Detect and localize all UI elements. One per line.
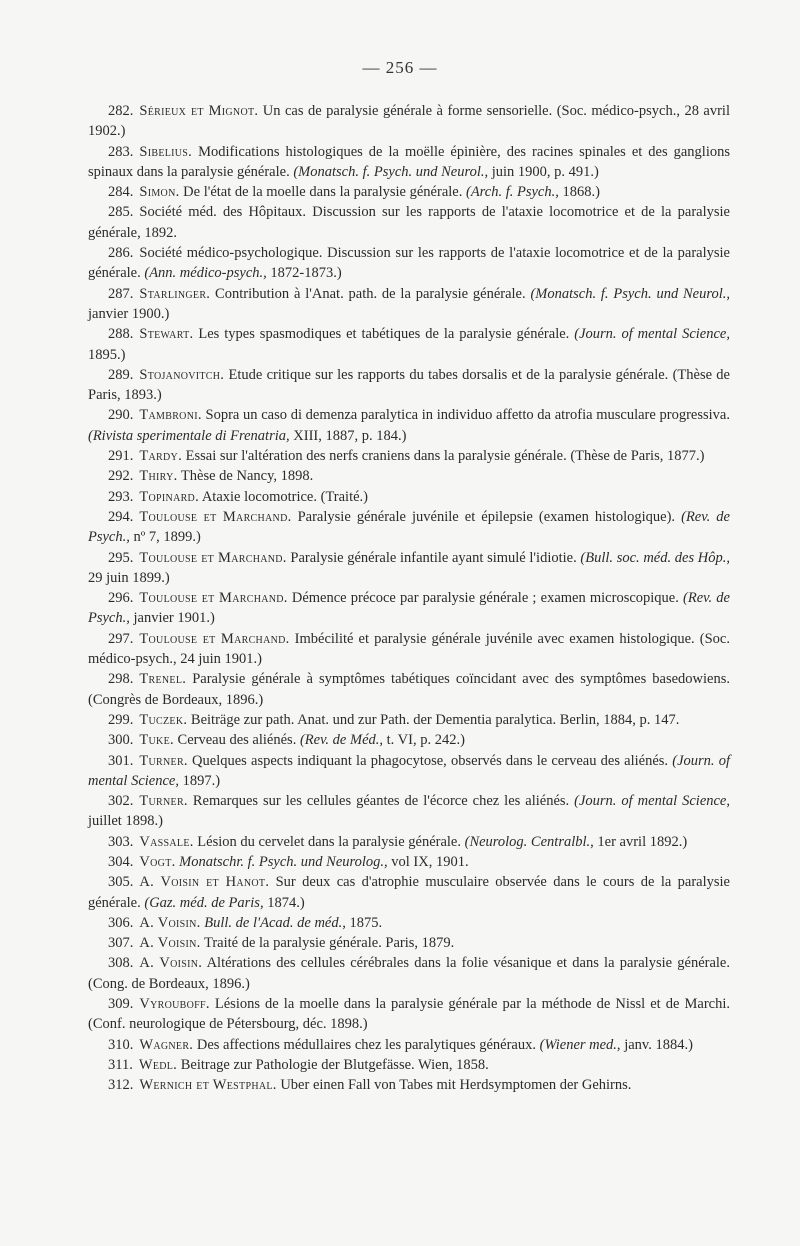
entry-author: Trenel.	[139, 671, 187, 688]
entry-rest: juillet 1898.)	[88, 813, 163, 830]
entry-number: 309.	[108, 996, 134, 1013]
bibliography-entry	[88, 629, 730, 670]
bibliography-entry	[88, 487, 730, 507]
entry-text: Les types spasmodiques et tabétiques de la paralysie générale.	[193, 326, 575, 343]
entry-source: (Wiener med.,	[539, 1036, 621, 1053]
bibliography-entry	[88, 405, 730, 446]
entry-source: (Journ. of mental Science,	[88, 752, 730, 789]
entry-number: 285.	[108, 204, 134, 221]
entry-text: Traité de la paralysie générale. Paris, 1879.	[200, 935, 455, 952]
bibliography-entry	[88, 751, 730, 792]
entry-author: Tambroni.	[139, 407, 202, 424]
entry-author: Stewart.	[139, 326, 194, 343]
entry-text: Sopra un caso di demenza paralytica in individuo affetto da atrofia musculare progressiva.	[201, 407, 730, 424]
bibliography-entry	[88, 1075, 730, 1095]
entry-number: 291.	[108, 448, 134, 465]
bibliography-entry	[88, 243, 730, 284]
entry-author: Topinard.	[139, 488, 200, 505]
entry-number: 297.	[108, 630, 134, 647]
entry-source: Bull. de l'Acad. de méd.,	[204, 914, 346, 931]
entry-rest: 1868.)	[558, 184, 600, 201]
entry-number: 308.	[108, 955, 134, 972]
entry-text: Sur deux cas d'atrophie musculaire observée dans le cours de la paralysie générale.	[88, 874, 730, 911]
entry-number: 296.	[108, 590, 134, 607]
entry-text: Paralysie générale juvénile et épilepsie (examen histologique).	[291, 508, 682, 525]
entry-text: Ataxie locomotrice. (Traité.)	[199, 488, 369, 505]
entry-author: Sérieux et Mignot.	[139, 103, 259, 119]
entry-source: (Monatsch. f. Psych. und Neurol.,	[530, 285, 731, 302]
entry-number: 302.	[108, 793, 134, 810]
entry-author: Wernich et Westphal.	[139, 1077, 277, 1094]
entry-author: A. Voisin.	[139, 955, 203, 972]
bibliography-entry	[88, 791, 730, 832]
bibliography-entry	[88, 994, 730, 1035]
bibliography-entry	[88, 284, 730, 325]
entry-text: Lésions de la moelle dans la paralysie générale par la méthode de Nissl et de Marchi. (Conf. neurologique de Pétersbourg, déc. 1898.)	[88, 996, 730, 1033]
entry-rest: 1874.)	[263, 894, 305, 911]
entry-number: 301.	[108, 752, 134, 769]
bibliography-entry	[88, 446, 730, 466]
entry-number: 307.	[108, 935, 134, 952]
entry-text: De l'état de la moelle dans la paralysie générale.	[179, 184, 466, 201]
entry-rest: t. VI, p. 242.)	[383, 732, 465, 749]
bibliography-entry	[88, 466, 730, 486]
bibliography-entry	[88, 913, 730, 933]
entry-author: Simon.	[139, 184, 180, 201]
bibliography-entry	[88, 142, 730, 183]
bibliography-entry	[88, 852, 730, 872]
entry-source: (Rev. de Psych.,	[88, 590, 730, 627]
entry-text: Des affections médullaires chez les paralytiques généraux.	[193, 1036, 540, 1053]
entry-source: (Bull. soc. méd. des Hôp.,	[580, 549, 731, 566]
entry-rest: juin 1900, p. 491.)	[488, 163, 599, 180]
entry-number: 303.	[108, 833, 134, 850]
entry-number: 288.	[108, 326, 134, 343]
entry-text: Essai sur l'altération des nerfs craniens dans la paralysie générale. (Thèse de Paris, 1877.)	[182, 448, 705, 465]
entry-text: Uber einen Fall von Tabes mit Herdsymptomen der Gehirns.	[276, 1077, 632, 1094]
entry-author: Sibelius.	[139, 143, 193, 160]
entry-number: 290.	[108, 407, 134, 424]
entry-author: Tuke.	[139, 732, 174, 749]
entry-number: 292.	[108, 468, 134, 485]
entry-number: 286.	[108, 245, 134, 262]
entry-rest: 29 juin 1899.)	[88, 569, 170, 586]
entry-number: 287.	[108, 285, 134, 302]
bibliography-entry	[88, 933, 730, 953]
entry-text: Remarques sur les cellules géantes de l'écorce chez les aliénés.	[187, 793, 575, 810]
entry-text: Société méd. des Hôpitaux. Discussion sur les rapports de l'ataxie locomotrice et de la paralysie générale, 1892.	[88, 204, 730, 241]
entry-rest: 1875.	[345, 914, 383, 931]
entry-text: Paralysie générale à symptômes tabétiques coïncidant avec des symptômes basedowiens. (Congrès de Bordeaux, 1896.)	[88, 671, 730, 708]
entry-text: Société médico-psychologique. Discussion sur les rapports de l'ataxie locomotrice et de la paralysie générale.	[88, 245, 730, 282]
entry-author: A. Voisin.	[139, 935, 201, 952]
entry-rest: 1872-1873.)	[266, 265, 342, 282]
entry-number: 305.	[108, 874, 134, 891]
entry-number: 300.	[108, 732, 134, 749]
entry-source: (Gaz. méd. de Paris,	[144, 894, 264, 911]
bibliography-entry	[88, 953, 730, 994]
entry-number: 312.	[108, 1077, 134, 1094]
bibliography-entry	[88, 669, 730, 710]
bibliography-entry	[88, 1055, 730, 1075]
entry-number: 294.	[108, 508, 134, 525]
entry-author: A. Voisin et Hanot.	[139, 874, 270, 891]
bibliography-entry	[88, 710, 730, 730]
entry-source: (Neurolog. Centralbl.,	[464, 833, 594, 850]
entry-source: (Rev. de Psych.,	[88, 508, 730, 546]
page-number: — 256 —	[362, 58, 438, 77]
entry-text: Un cas de paralysie générale à forme sensorielle. (Soc. médico-psych., 28 avril 1902.)	[88, 103, 730, 140]
entry-text: Cerveau des aliénés.	[173, 732, 300, 749]
entry-rest: XIII, 1887, p. 184.)	[289, 427, 407, 444]
bibliography-entry	[88, 324, 730, 365]
entry-number: 306.	[108, 914, 134, 931]
entry-source: Monatschr. f. Psych. und Neurolog.,	[179, 853, 388, 870]
entry-rest: janvier 1901.)	[129, 610, 215, 627]
entry-rest: nº 7, 1899.)	[129, 529, 201, 546]
bibliography-entry	[88, 202, 730, 243]
bibliography-entry	[88, 1035, 730, 1055]
entry-author: Vassale.	[139, 833, 194, 850]
entry-number: 282.	[108, 103, 134, 119]
entry-author: Starlinger.	[139, 285, 211, 302]
entry-rest: 1897.)	[179, 772, 221, 789]
entry-number: 289.	[108, 366, 134, 383]
entry-text: Paralysie générale infantile ayant simulé l'idiotie.	[286, 549, 581, 566]
entry-author: A. Voisin.	[139, 914, 201, 931]
entry-rest: 1895.)	[88, 346, 126, 363]
entry-text: Imbécilité et paralysie générale juvénile avec examen histologique. (Soc. médico-psych., 24 juin 1901.)	[88, 630, 730, 668]
entry-source: (Rev. de Méd.,	[299, 732, 384, 749]
bibliography-entry	[88, 182, 730, 202]
entry-text: Thèse de Nancy, 1898.	[177, 468, 314, 485]
bibliography-entry	[88, 832, 730, 852]
bibliography-entry	[88, 548, 730, 589]
entry-source: (Rivista sperimentale di Frenatria,	[88, 427, 290, 444]
entry-rest: 1er avril 1892.)	[593, 833, 688, 850]
entry-author: Tuczek.	[139, 711, 188, 728]
entry-rest: janvier 1900.)	[88, 305, 170, 322]
entry-text: Lésion du cervelet dans la paralysie générale.	[193, 833, 465, 850]
entry-author: Toulouse et Marchand.	[139, 508, 292, 525]
bibliography-entry	[88, 588, 730, 629]
bibliography-entry	[88, 101, 730, 142]
entry-source: (Ann. médico-psych.,	[144, 265, 267, 282]
entry-rest: vol IX, 1901.	[387, 853, 469, 870]
entry-number: 283.	[108, 143, 134, 160]
entry-source: (Journ. of mental Science,	[574, 326, 730, 343]
bibliography-entry	[88, 872, 730, 913]
entry-text: Quelques aspects indiquant la phagocytose, observés dans le cerveau des aliénés.	[187, 752, 673, 769]
entry-text: Modifications histologiques de la moëlle épinière, des racines spinales et des ganglions spinaux dans la paralysie générale.	[88, 143, 730, 180]
entry-author: Toulouse et Marchand.	[139, 549, 287, 566]
bibliography-list	[88, 101, 730, 1096]
bibliography-entry	[88, 365, 730, 406]
entry-author: Turner.	[139, 793, 188, 810]
entry-source: (Monatsch. f. Psych. und Neurol.,	[293, 163, 489, 180]
entry-author: Vogt.	[139, 853, 176, 870]
entry-rest: janv. 1884.)	[620, 1036, 693, 1053]
entry-author: Toulouse et Marchand.	[139, 590, 288, 607]
entry-number: 310.	[108, 1036, 134, 1053]
bibliography-entry	[88, 507, 730, 548]
entry-text: Démence précoce par paralysie générale ; examen microscopique.	[287, 590, 684, 607]
entry-text: Contribution à l'Anat. path. de la paralysie générale.	[210, 285, 531, 302]
entry-number: 293.	[108, 488, 134, 505]
entry-source: (Arch. f. Psych.,	[465, 184, 559, 201]
entry-author: Tardy.	[139, 448, 182, 465]
entry-author: Wedl.	[138, 1056, 178, 1073]
entry-text: Etude critique sur les rapports du tabes dorsalis et de la paralysie générale. (Thèse de Paris, 1893.)	[88, 366, 730, 404]
entry-author: Turner.	[139, 752, 188, 769]
entry-source: (Journ. of mental Science,	[574, 793, 730, 810]
entry-number: 311.	[108, 1056, 133, 1073]
entry-text: Beitrage zur Pathologie der Blutgefässe. Wien, 1858.	[177, 1056, 489, 1073]
entry-number: 284.	[108, 184, 134, 201]
entry-author: Vyrouboff.	[139, 996, 210, 1013]
entry-number: 304.	[108, 853, 134, 870]
entry-author: Stojanovitch.	[139, 366, 225, 383]
entry-author: Toulouse et Marchand.	[139, 630, 290, 647]
entry-number: 298.	[108, 671, 134, 688]
entry-author: Thiry.	[139, 468, 178, 485]
entry-text: Altérations des cellules cérébrales dans la folie vésanique et dans la paralysie générale. (Cong. de Bordeaux, 1896.)	[88, 955, 730, 992]
entry-text: Beiträge zur path. Anat. und zur Path. der Dementia paralytica. Berlin, 1884, p. 147.	[187, 711, 680, 728]
entry-author: Wagner.	[139, 1036, 194, 1053]
bibliography-entry	[88, 730, 730, 750]
entry-number: 299.	[108, 711, 134, 728]
entry-number: 295.	[108, 549, 134, 566]
